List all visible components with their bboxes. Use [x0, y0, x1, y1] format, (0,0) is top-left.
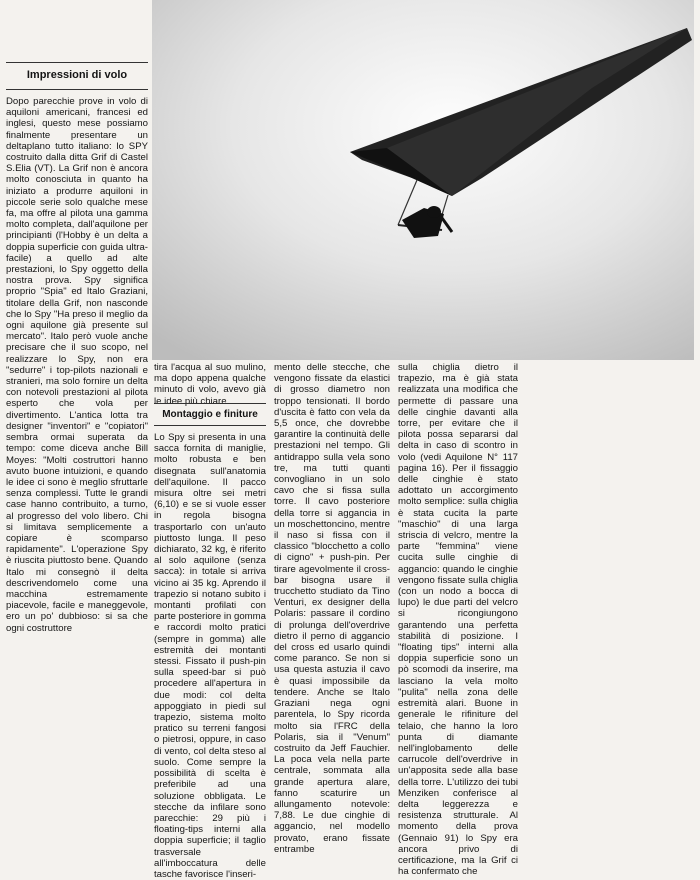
article-column-2-top: tira l'acqua al suo mulino, ma dopo appena qualche minuto di volo, avevo già le idee più chiare. — [154, 362, 266, 407]
hang-glider-photo — [152, 0, 694, 360]
article-column-1: Dopo parecchie prove in volo di aquiloni americani, francesi ed inglesi, questo mese possiamo finalmente presentare un deltaplano tutto italiano: lo SPY costruito dalla ditta Grif di Castel S.Elia (VT). La Grif non è ancora molto conosciuta in quanto ha iniziato a produrre aquiloni in piccole serie solo qualche mese fa, ma offre al pilota una gamma molto completa, dall'aquilone per principianti (l'Hobby è un delta a doppia superficie con guida ultra-facile) a quello ad alte prestazioni, lo Spy oggetto della nostra prova. Spy significa proprio "Spia" ed Italo Graziani, titolare della Grif, non nasconde che lo Spy "Ha preso il meglio da ogni aquilone già presente sul mercato". Italo però vuole anche precisare che il suo scopo, nel realizzare lo Spy, non era "sedurre" i top-pilots nazionali e stranieri, ma solo fornire un delta con notevoli prestazioni al pilota esperto che vola per divertimento. L'antica lotta tra designer "inventori" e "copiatori" sembra ormai superata da tempo: come diceva anche Bill Moyes: "Molti costruttori hanno avuto buone intuizioni, e quando le idee ci sono è meglio sfruttarle senza complessi. Tutte le grandi case hanno contribuito, a turno, al progresso del volo libero. Chi si limitava semplicemente a copiare è scomparso rapidamente". L'operazione Spy è riuscita piuttosto bene. Quando Italo mi consegnò il delta descrivendomelo come una macchina estremamente piacevole, facile e maneggevole, ero un po' dubbioso: si sa che ogni costruttore — [6, 96, 148, 634]
section-title-montaggio: Montaggio e finiture — [154, 403, 266, 426]
section-title-impressioni: Impressioni di volo — [6, 62, 148, 90]
article-column-3: mento delle stecche, che vengono fissate da elastici di grosso diametro non troppo tensionati. Il bordo d'uscita è fatto con vela da 5,5 once, che dovrebbe garantire la continuità delle prestazioni nel tempo. Gli antidrappo sulla vela sono tre, ma tutti quanti convogliano in un solo cavo che si fissa sulla torre. Il cavo posteriore della torre si aggancia in un moschettoncino, mentre il naso si fissa con il classico "blocchetto a collo di cigno" + push-pin. Per tirare agevolmente il cross-bar bisogna usare il trucchetto studiato da Tino Venturi, ex designer della Polaris: passare il cordino di prolunga dell'overdrive dietro il perno di aggancio del cross ed usarlo quindi come paranco. Se non si usa questa astuzia il cavo è quasi impossibile da tendere. Anche se Italo Graziani nega ogni parentela, lo Spy ricorda molto sia l'FRC della Polaris, sia il "Venum" costruito da Jeff Fauchier. La poca vela nella parte centrale, sommata alla grande apertura alare, fanno scaturire un allungamento notevole: 7,88. Le due cinghie di aggancio, nel modello provato, erano fissate entrambe — [274, 362, 390, 855]
article-column-4: sulla chiglia dietro il trapezio, ma è già stata realizzata una modifica che permette di passare una delle cinghie davanti alla torre, per evitare che il pilota possa separarsi dal delta in caso di scontro in volo (vedi Aquilone N° 117 pagina 16). Per il fissaggio delle cinghie è stato adottato un accorgimento molto semplice: sulla chiglia è stata cucita la parte "maschio" di una larga striscia di velcro, mentre la parte "femmina" viene cucita sulle cinghie di aggancio: quando le cinghie vengono fissate sulla chiglia (con un nodo a bocca di lupo) le due parti del velcro si ricongiungono garantendo una perfetta stabilità di posizione. I "floating tips" interni alla doppia superficie sono un pò scomodi da inserire, ma lasciano la vela molto "pulita" nella zona delle estremità alari. Buone in generale le rifiniture del telaio, che hanno la loro punta di diamante nell'inglobamento delle carrucole dell'overdrive in un'apposita sede alla base della torre. L'utilizzo dei tubi Menziken conferisce al delta leggerezza e resistenza strutturale. Al momento della prova (Gennaio 91) lo Spy era ancora privo di certificazione, ma la Grif ci ha confermato che — [398, 362, 518, 878]
sidebar-section-header — [6, 62, 148, 98]
article-column-2: Lo Spy si presenta in una sacca fornita di maniglie, molto robusta e ben disegnata sull'anatomia dell'aquilone. Il pacco misura oltre sei metri (6,10) e se si vuole esser in regola bisogna trasportarlo con un'auto piuttosto lunga. Il peso dichiarato, 32 kg, è riferito al solo aquilone (senza sacca): in totale si arriva vicino ai 35 kg. Aprendo il trapezio si notano subito i montanti profilati con parte posteriore in gomma e raccordi molto pratici (sempre in gomma) alle estremità dei montanti stessi. Fissato il push-pin sulla speed-bar si può procedere all'apertura in due modi: col delta appoggiato in piedi sul trapezio, sistema molto pratico su terreni fangosi o pietrosi, oppure, in caso di vento, col delta steso al suolo. Come sempre la possibilità di scelta è preferibile ad una soluzione obbligata. Le stecche da infilare sono parecchie: 29 più i floating-tips interni alla doppia superficie; il taglio trasversale all'imboccatura delle tasche favorisce l'inseri- — [154, 432, 266, 880]
hang-glider-icon — [152, 0, 694, 360]
